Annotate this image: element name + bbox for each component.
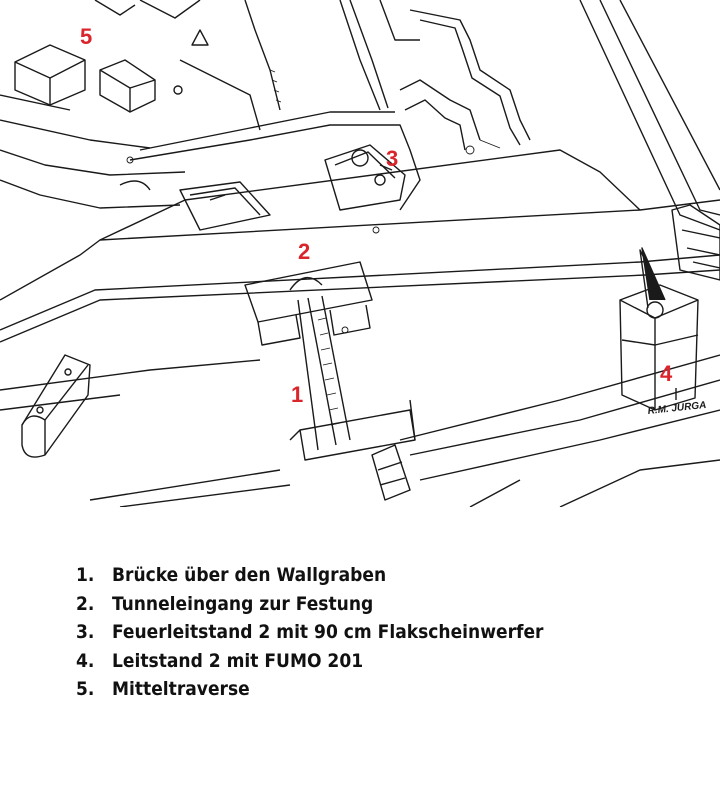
marker-labels [80,24,673,407]
legend-list [76,561,544,704]
legend-item-text: Leitstand 2 mit FUMO 201 [112,649,364,672]
tunnel-entrance [245,262,415,500]
legend-item [76,647,544,676]
legend-item [76,675,544,704]
marker-1: 1 [291,382,304,407]
legend-item-text: Feuerleitstand 2 mit 90 cm Flakscheinwerfer [112,621,544,644]
legend-item-text: Mitteltraverse [112,678,250,701]
marker-2: 2 [298,239,311,264]
legend-item-number: 2. [76,592,95,615]
courtyard-walls [180,0,530,150]
legend-item-number: 3. [76,621,95,644]
marker-4: 4 [660,361,673,386]
legend-item-text: Tunneleingang zur Festung [112,592,374,615]
inner-bastion [120,112,420,230]
marker-3: 3 [386,146,399,171]
legend-item-number: 4. [76,649,95,672]
legend-item [76,618,544,647]
legend-item [76,590,544,619]
artist-signature: R.M. JURGA [647,399,707,417]
legend-item-number: 5. [76,678,95,701]
barracks [15,0,208,112]
right-wall [580,0,720,280]
legend-item-number: 1. [76,564,95,586]
marker-5: 5 [80,24,93,49]
legend-item-text: Brücke über den Wallgraben [112,564,387,586]
rampart-lines [0,95,720,507]
legend-item [76,561,544,590]
